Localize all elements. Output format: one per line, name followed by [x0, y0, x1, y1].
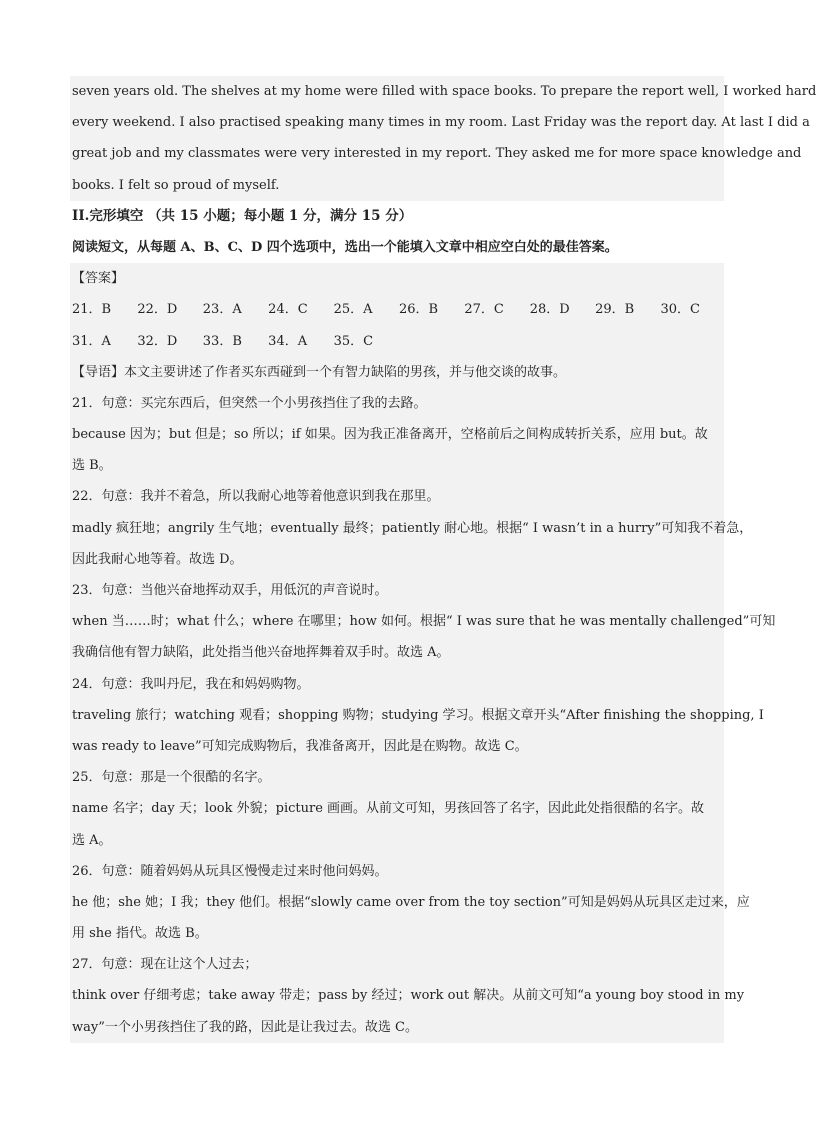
explanation-line: 23．句意：当他兴奋地挥动双手，用低沉的声音说时。: [70, 575, 724, 606]
explanation-line: 我确信他有智力缺陷，此处指当他兴奋地挥舞着双手时。故选 A。: [70, 637, 724, 668]
explanation-line: 26．句意：随着妈妈从玩具区慢慢走过来时他问妈妈。: [70, 856, 724, 887]
explanation-line: when 当……时；what 什么；where 在哪里；how 如何。根据“ I was sure that he was mentally challenged”可知: [70, 606, 724, 637]
answer-item: 33．B: [202, 333, 242, 349]
answer-item: 35．C: [333, 333, 374, 349]
answer-item: 24．C: [268, 302, 308, 318]
answer-item: 23．A: [202, 302, 242, 318]
explanation-line: because 因为；but 但是；so 所以；if 如果。因为我正准备离开，空格前后之间构成转折关系，应用 but。故: [70, 419, 724, 450]
explanation-line: 用 she 指代。故选 B。: [70, 918, 724, 949]
answer-item: 28．D: [529, 302, 570, 318]
passage-line: great job and my classmates were very interested in my report. They asked me for more space knowledge and: [70, 138, 724, 169]
passage-line: seven years old. The shelves at my home were filled with space books. To prepare the report well, I worked hard: [70, 76, 724, 107]
guide-text: 【导语】本文主要讲述了作者买东西碰到一个有智力缺陷的男孩，并与他交谈的故事。: [70, 357, 724, 388]
answer-item: 22．D: [137, 302, 178, 318]
answers-row-1: [70, 294, 724, 325]
explanation-line: he 他；she 她；I 我；they 他们。根据“slowly came over from the toy section”可知是妈妈从玩具区走过来，应: [70, 887, 724, 918]
explanation-line: 选 A。: [70, 825, 724, 856]
answer-item: 27．C: [464, 302, 504, 318]
explanation-line: 选 B。: [70, 450, 724, 481]
explanation-line: 25．句意：那是一个很酷的名字。: [70, 762, 724, 793]
answer-item: 25．A: [333, 302, 373, 318]
answer-item: 26．B: [398, 302, 439, 318]
explanation-line: way”一个小男孩挡住了我的路，因此是让我过去。故选 C。: [70, 1012, 724, 1043]
explanation-line: 27．句意：现在让这个人过去；: [70, 949, 724, 980]
answers-row-2: [70, 326, 724, 357]
explanation-line: was ready to leave”可知完成购物后，我准备离开，因此是在购物。故选 C。: [70, 731, 724, 762]
explanation-line: madly 疯狂地；angrily 生气地；eventually 最终；patiently 耐心地。根据“ I wasn’t in a hurry”可知我不着急，: [70, 513, 724, 544]
page-content: [70, 76, 816, 1043]
answer-label: 【答案】: [70, 263, 724, 294]
answer-item: 32．D: [137, 333, 178, 349]
section-instruction: 阅读短文，从每题 A、B、C、D 四个选项中，选出一个能填入文章中相应空白处的最佳答案。: [72, 239, 618, 255]
answer-item: 34．A: [268, 333, 308, 349]
explanation-line: name 名字；day 天；look 外貌；picture 画画。从前文可知，男孩回答了名字，因此此处指很酷的名字。故: [70, 793, 724, 824]
section-title: II.完形填空 （共 15 小题；每小题 1 分，满分 15 分）: [72, 207, 413, 224]
passage-line: every weekend. I also practised speaking many times in my room. Last Friday was the report day. At last I did a: [70, 107, 724, 138]
passage-line: books. I felt so proud of myself.: [70, 170, 724, 201]
answer-item: 31．A: [72, 333, 111, 349]
explanation-line: think over 仔细考虑；take away 带走；pass by 经过；work out 解决。从前文可知“a young boy stood in my: [70, 980, 724, 1011]
explanation-line: 因此我耐心地等着。故选 D。: [70, 544, 724, 575]
explanation-line: 21．句意：买完东西后，但突然一个小男孩挡住了我的去路。: [70, 388, 724, 419]
answer-item: 29．B: [595, 302, 635, 318]
answer-item: 21．B: [72, 302, 112, 318]
explanation-line: 24．句意：我叫丹尼，我在和妈妈购物。: [70, 669, 724, 700]
answer-item: 30．C: [660, 302, 701, 318]
explanation-line: traveling 旅行；watching 观看；shopping 购物；studying 学习。根据文章开头“After finishing the shopping, I: [70, 700, 724, 731]
explanation-line: 22．句意：我并不着急，所以我耐心地等着他意识到我在那里。: [70, 481, 724, 512]
